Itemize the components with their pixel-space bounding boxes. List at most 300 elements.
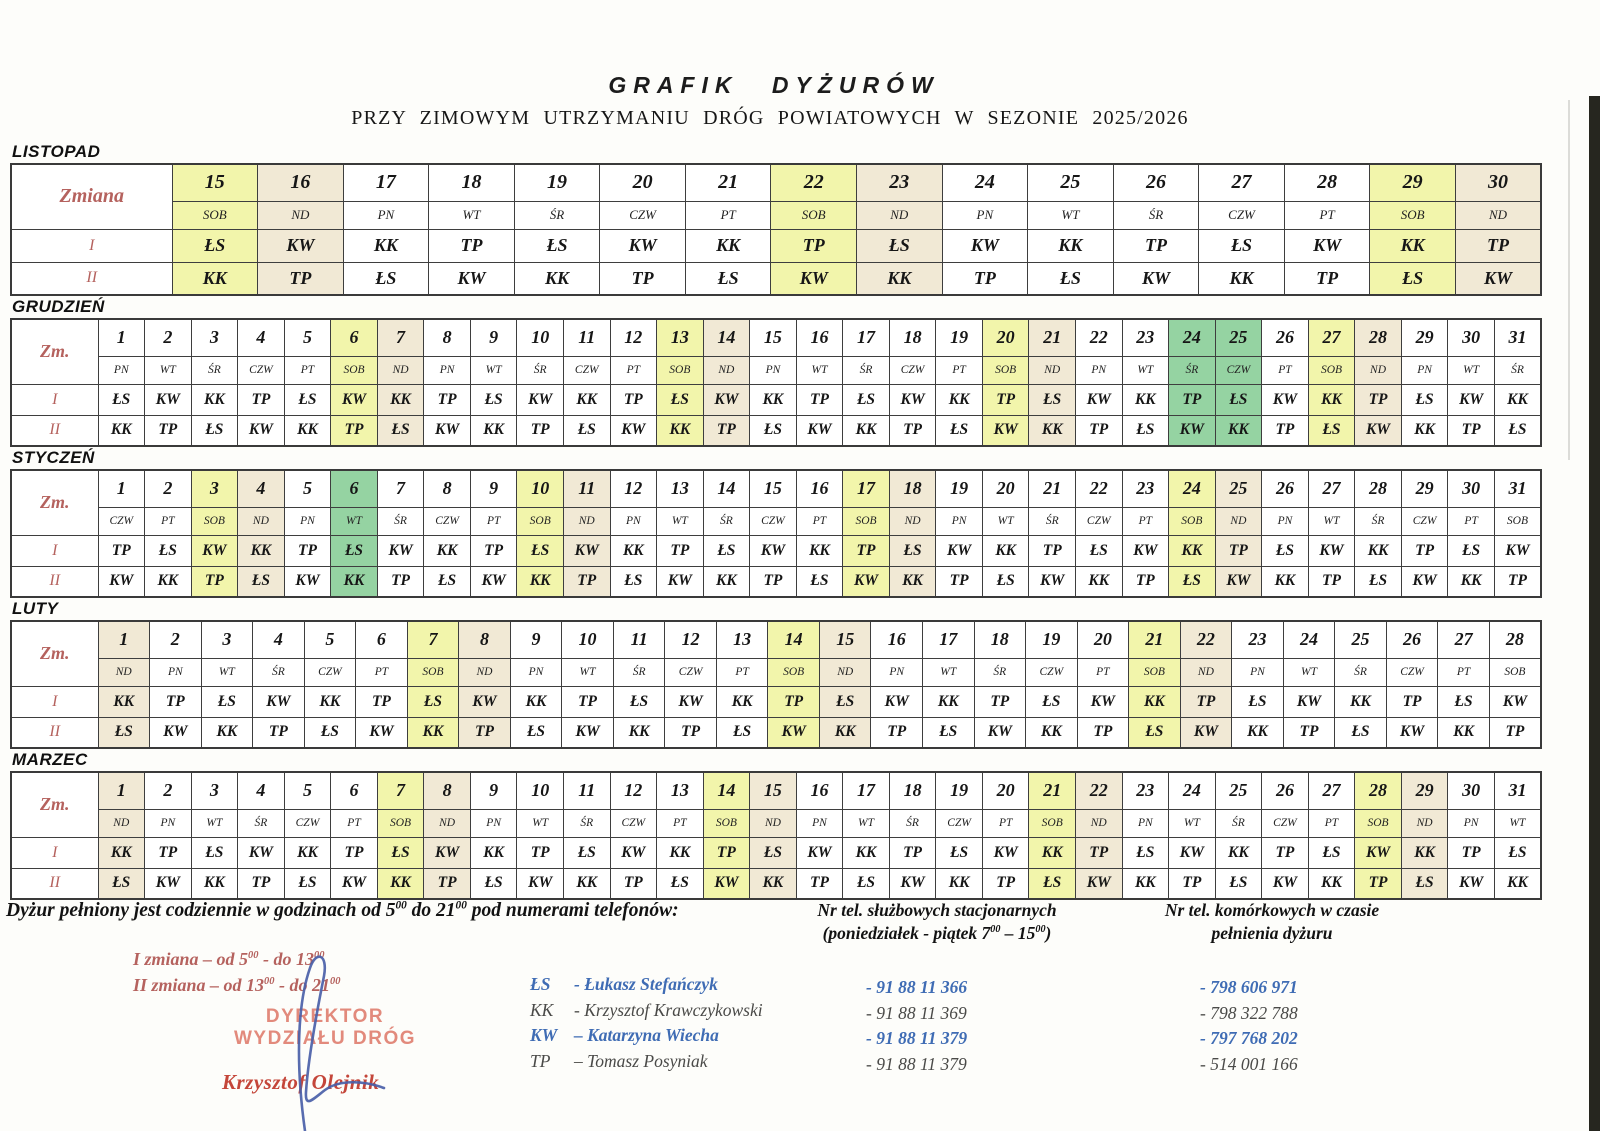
superscript-text: 00: [455, 899, 467, 912]
shift2-duty-cell: KW: [145, 868, 192, 899]
day-number-cell: 4: [253, 621, 305, 658]
shift2-duty-cell: KW: [771, 262, 857, 295]
day-number-cell: 13: [657, 470, 704, 507]
day-number-cell: 21: [685, 164, 771, 201]
shift1-duty-cell: KW: [424, 837, 471, 868]
shift1-duty-cell: KW: [1448, 384, 1495, 415]
weekday-cell: SOB: [1129, 658, 1181, 686]
shift2-duty-cell: ŁS: [982, 566, 1029, 597]
shift2-duty-cell: ŁS: [510, 717, 562, 748]
mobile-numbers-list: [1200, 975, 1298, 1077]
day-number-cell: 28: [1355, 772, 1402, 809]
weekday-cell: CZW: [1262, 809, 1309, 837]
shift2-duty-cell: KW: [562, 717, 614, 748]
weekday-cell: CZW: [610, 809, 657, 837]
day-number-cell: 24: [1169, 319, 1216, 356]
shift2-duty-cell: KW: [1262, 868, 1309, 899]
person-initials: TP: [530, 1050, 551, 1071]
day-number-cell: 14: [703, 772, 750, 809]
shift2-duty-cell: ŁS: [284, 868, 331, 899]
landline-phones-header: [787, 899, 1087, 945]
weekday-cell: WT: [1308, 507, 1355, 535]
day-number-cell: 5: [284, 772, 331, 809]
shift1-duty-cell: KK: [510, 686, 562, 717]
day-number-cell: 15: [750, 470, 797, 507]
weekday-cell: WT: [470, 356, 517, 384]
day-number-cell: 27: [1308, 470, 1355, 507]
shift2-duty-cell: TP: [1448, 415, 1495, 446]
shift2-duty-cell: TP: [1355, 868, 1402, 899]
weekday-cell: PN: [150, 658, 202, 686]
shift2-duty-cell: KW: [1401, 566, 1448, 597]
shift2-duty-cell: KW: [843, 566, 890, 597]
day-number-cell: 3: [191, 319, 238, 356]
day-number-cell: 1: [98, 470, 145, 507]
day-number-cell: 8: [424, 470, 471, 507]
shift2-duty-cell: ŁS: [98, 717, 150, 748]
day-number-cell: 26: [1262, 470, 1309, 507]
weekday-cell: PT: [356, 658, 408, 686]
day-number-cell: 6: [331, 470, 378, 507]
shift2-duty-cell: TP: [1308, 566, 1355, 597]
day-number-cell: 27: [1308, 319, 1355, 356]
shift2-duty-cell: KK: [1075, 566, 1122, 597]
shift1-duty-cell: KW: [1284, 229, 1370, 262]
shift1-duty-cell: KK: [1401, 837, 1448, 868]
day-number-cell: 28: [1284, 164, 1370, 201]
weekday-cell: PN: [510, 658, 562, 686]
shift2-duty-cell: KK: [191, 868, 238, 899]
shift2-duty-cell: TP: [331, 415, 378, 446]
shift2-duty-cell: KW: [98, 566, 145, 597]
text-segment: - do 13: [258, 949, 314, 969]
shift2-row-label: II: [11, 566, 98, 597]
shift1-duty-cell: KK: [1028, 229, 1114, 262]
shift1-duty-cell: TP: [889, 837, 936, 868]
shift1-duty-cell: TP: [331, 837, 378, 868]
weekday-cell: CZW: [304, 658, 356, 686]
weekday-cell: SOB: [1370, 201, 1456, 229]
weekday-cell: ŚR: [191, 356, 238, 384]
shift2-duty-cell: KK: [1262, 566, 1309, 597]
shift1-duty-cell: TP: [771, 229, 857, 262]
weekday-cell: CZW: [284, 809, 331, 837]
initials-legend: [530, 972, 763, 1074]
day-number-cell: 20: [1077, 621, 1129, 658]
shift2-duty-cell: ŁS: [563, 415, 610, 446]
day-number-cell: 18: [974, 621, 1026, 658]
landline-header-line2: [787, 922, 1087, 945]
weekday-cell: ND: [238, 507, 285, 535]
shift2-duty-cell: KW: [1075, 868, 1122, 899]
month-table: [10, 620, 1542, 749]
shift1-duty-cell: TP: [284, 535, 331, 566]
shift2-duty-cell: KK: [563, 868, 610, 899]
weekday-cell: CZW: [563, 356, 610, 384]
day-number-cell: 25: [1335, 621, 1387, 658]
shift1-duty-cell: ŁS: [191, 837, 238, 868]
weekday-cell: SOB: [768, 658, 820, 686]
day-number-cell: 25: [1215, 772, 1262, 809]
day-number-cell: 8: [459, 621, 511, 658]
text-segment: - do 21: [274, 975, 330, 995]
day-number-cell: 6: [356, 621, 408, 658]
shift2-duty-cell: ŁS: [377, 415, 424, 446]
day-number-cell: 15: [819, 621, 871, 658]
day-number-cell: 16: [796, 772, 843, 809]
shift2-duty-cell: KW: [1180, 717, 1232, 748]
shift2-duty-cell: KK: [1494, 868, 1541, 899]
weekday-cell: ŚR: [514, 201, 600, 229]
shift2-duty-cell: TP: [1077, 717, 1129, 748]
shift2-duty-cell: TP: [1489, 717, 1541, 748]
weekday-cell: PN: [284, 507, 331, 535]
weekday-cell: PT: [982, 809, 1029, 837]
day-number-cell: 16: [258, 164, 344, 201]
shift1-duty-cell: ŁS: [857, 229, 943, 262]
day-number-cell: 10: [517, 772, 564, 809]
shift1-duty-cell: TP: [1401, 535, 1448, 566]
weekday-cell: SOB: [982, 356, 1029, 384]
weekday-cell: PN: [610, 507, 657, 535]
mobile-phones-header: [1122, 899, 1422, 945]
shift2-duty-cell: TP: [871, 717, 923, 748]
shift2-row-label: II: [11, 868, 98, 899]
shift2-duty-cell: ŁS: [343, 262, 429, 295]
shift2-duty-cell: ŁS: [1028, 262, 1114, 295]
day-number-cell: 27: [1199, 164, 1285, 201]
shift2-duty-cell: TP: [1075, 415, 1122, 446]
shift1-duty-cell: ŁS: [517, 535, 564, 566]
weekday-cell: SOB: [1308, 356, 1355, 384]
shift1-duty-cell: KK: [1355, 535, 1402, 566]
shift1-duty-cell: KW: [1489, 686, 1541, 717]
weekday-cell: SOB: [1355, 809, 1402, 837]
shift2-duty-cell: TP: [258, 262, 344, 295]
shift1-duty-cell: KK: [377, 384, 424, 415]
weekday-cell: SOB: [331, 356, 378, 384]
shift1-duty-cell: TP: [470, 535, 517, 566]
day-number-cell: 27: [1308, 772, 1355, 809]
shift1-duty-cell: TP: [1448, 837, 1495, 868]
day-number-cell: 11: [563, 772, 610, 809]
weekday-cell: WT: [517, 809, 564, 837]
weekday-cell: PN: [1122, 809, 1169, 837]
day-number-cell: 4: [238, 772, 285, 809]
day-number-cell: 20: [982, 319, 1029, 356]
shift2-duty-cell: KK: [750, 868, 797, 899]
shift2-duty-cell: TP: [459, 717, 511, 748]
legend-row: [530, 998, 763, 1024]
shift1-duty-cell: KK: [98, 837, 145, 868]
shift2-duty-cell: KW: [982, 415, 1029, 446]
day-number-cell: 30: [1448, 470, 1495, 507]
day-number-cell: 18: [429, 164, 515, 201]
shift2-duty-cell: TP: [665, 717, 717, 748]
shift2-duty-cell: KK: [407, 717, 459, 748]
weekday-cell: PT: [1448, 507, 1495, 535]
shift1-duty-cell: KK: [1308, 384, 1355, 415]
weekday-cell: CZW: [600, 201, 686, 229]
shift2-duty-cell: ŁS: [1494, 415, 1541, 446]
weekday-cell: ND: [1075, 809, 1122, 837]
shift2-duty-cell: TP: [253, 717, 305, 748]
shift1-duty-cell: ŁS: [1232, 686, 1284, 717]
weekday-cell: WT: [1169, 809, 1216, 837]
weekday-cell: PT: [1284, 201, 1370, 229]
shift1-duty-cell: ŁS: [936, 837, 983, 868]
shift1-duty-cell: KW: [982, 837, 1029, 868]
day-number-cell: 17: [343, 164, 429, 201]
shift2-duty-cell: KW: [796, 415, 843, 446]
weekday-cell: ŚR: [613, 658, 665, 686]
weekday-cell: PN: [424, 356, 471, 384]
day-number-cell: 7: [407, 621, 459, 658]
weekday-cell: ŚR: [889, 809, 936, 837]
weekday-cell: CZW: [889, 356, 936, 384]
shift1-duty-cell: ŁS: [145, 535, 192, 566]
shift1-duty-cell: KK: [796, 535, 843, 566]
page-subtitle: PRZY ZIMOWYM UTRZYMANIU DRÓG POWIATOWYCH W SEZONIE 2025/2026: [351, 107, 1189, 129]
weekday-cell: CZW: [1215, 356, 1262, 384]
shift1-duty-cell: TP: [424, 384, 471, 415]
shift1-duty-cell: ŁS: [377, 837, 424, 868]
day-number-cell: 9: [470, 772, 517, 809]
day-number-cell: 16: [796, 319, 843, 356]
shift2-duty-cell: ŁS: [1029, 868, 1076, 899]
shift1-duty-cell: KK: [657, 837, 704, 868]
shift1-duty-cell: KK: [685, 229, 771, 262]
shift2-duty-cell: KK: [1199, 262, 1285, 295]
day-number-cell: 25: [1215, 470, 1262, 507]
shift2-duty-cell: TP: [377, 566, 424, 597]
day-number-cell: 26: [1386, 621, 1438, 658]
weekday-cell: ND: [750, 809, 797, 837]
day-number-cell: 13: [716, 621, 768, 658]
shift1-duty-cell: TP: [1029, 535, 1076, 566]
shift1-duty-cell: TP: [1075, 837, 1122, 868]
shift1-duty-cell: KW: [665, 686, 717, 717]
day-number-cell: 15: [750, 772, 797, 809]
shift1-duty-cell: KW: [1122, 535, 1169, 566]
day-number-cell: 15: [172, 164, 258, 201]
weekday-cell: PN: [1448, 809, 1495, 837]
shift2-duty-cell: TP: [424, 868, 471, 899]
shift2-duty-cell: TP: [600, 262, 686, 295]
superscript-text: 00: [395, 899, 407, 912]
month-table: [10, 469, 1542, 598]
day-number-cell: 12: [610, 319, 657, 356]
shift2-duty-cell: TP: [1494, 566, 1541, 597]
shift1-duty-cell: ŁS: [843, 384, 890, 415]
weekday-cell: WT: [201, 658, 253, 686]
shift1-duty-cell: ŁS: [1075, 535, 1122, 566]
day-number-cell: 20: [600, 164, 686, 201]
shift2-duty-cell: ŁS: [1335, 717, 1387, 748]
shift1-duty-cell: KK: [1122, 384, 1169, 415]
shift1-duty-cell: TP: [98, 535, 145, 566]
day-number-cell: 6: [331, 772, 378, 809]
shift2-duty-cell: ŁS: [304, 717, 356, 748]
mobile-number: - 514 001 166: [1200, 1053, 1298, 1074]
shift1-duty-cell: ŁS: [470, 384, 517, 415]
shift1-duty-cell: KK: [982, 535, 1029, 566]
shift1-duty-cell: ŁS: [284, 384, 331, 415]
month-table: [10, 771, 1542, 900]
weekday-cell: ŚR: [1029, 507, 1076, 535]
day-number-cell: 11: [563, 470, 610, 507]
day-number-cell: 18: [889, 319, 936, 356]
shift1-duty-cell: KW: [936, 535, 983, 566]
landline-number: - 91 88 11 379: [866, 1053, 967, 1074]
weekday-cell: ND: [424, 809, 471, 837]
day-number-cell: 3: [201, 621, 253, 658]
day-number-cell: 8: [424, 319, 471, 356]
day-number-cell: 25: [1028, 164, 1114, 201]
day-number-cell: 3: [191, 772, 238, 809]
shift2-duty-cell: KW: [974, 717, 1026, 748]
person-initials: KW: [530, 1025, 558, 1045]
weekday-cell: CZW: [1075, 507, 1122, 535]
weekday-cell: PN: [750, 356, 797, 384]
weekday-cell: PT: [610, 356, 657, 384]
shift1-duty-cell: ŁS: [1026, 686, 1078, 717]
shift1-duty-cell: KW: [1355, 837, 1402, 868]
shift2-duty-cell: ŁS: [1122, 415, 1169, 446]
day-number-cell: 24: [1283, 621, 1335, 658]
shift2-duty-cell: KK: [703, 566, 750, 597]
scan-artifact-line: [1568, 100, 1570, 460]
shift2-duty-cell: TP: [889, 415, 936, 446]
day-number-cell: 5: [304, 621, 356, 658]
month-section: [10, 750, 1544, 900]
shift2-duty-cell: KK: [470, 415, 517, 446]
shift1-duty-cell: TP: [703, 837, 750, 868]
shift2-duty-cell: KW: [1455, 262, 1541, 295]
day-number-cell: 6: [331, 319, 378, 356]
weekday-cell: PN: [470, 809, 517, 837]
shift2-duty-cell: ŁS: [716, 717, 768, 748]
shift1-duty-cell: KK: [563, 384, 610, 415]
duty-hours-note: [6, 900, 679, 922]
shift2-duty-cell: KK: [1438, 717, 1490, 748]
day-number-cell: 26: [1262, 319, 1309, 356]
shift2-duty-cell: KW: [1029, 566, 1076, 597]
month-section: [10, 297, 1544, 447]
weekday-cell: ŚR: [253, 658, 305, 686]
shift2-duty-cell: KW: [703, 868, 750, 899]
shift2-duty-cell: KK: [331, 566, 378, 597]
shift1-duty-cell: TP: [1215, 535, 1262, 566]
person-name: - Łukasz Stefańczyk: [574, 974, 718, 994]
month-section: [10, 599, 1544, 749]
text-segment: ): [1045, 923, 1052, 943]
shift1-duty-cell: ŁS: [1401, 384, 1448, 415]
day-number-cell: 25: [1215, 319, 1262, 356]
superscript-text: 00: [329, 976, 341, 987]
shift2-duty-cell: KK: [936, 868, 983, 899]
pen-signature-scribble: [268, 948, 408, 1131]
weekday-cell: WT: [145, 356, 192, 384]
shift1-duty-cell: ŁS: [98, 384, 145, 415]
day-number-cell: 19: [936, 319, 983, 356]
shift2-duty-cell: ŁS: [470, 868, 517, 899]
weekday-cell: ND: [1455, 201, 1541, 229]
weekday-cell: CZW: [750, 507, 797, 535]
weekday-cell: SOB: [172, 201, 258, 229]
weekday-cell: SOB: [771, 201, 857, 229]
shift2-duty-cell: KW: [1169, 415, 1216, 446]
shift-column-label: Zm.: [11, 319, 98, 384]
day-number-cell: 9: [510, 621, 562, 658]
shift1-duty-cell: TP: [796, 384, 843, 415]
shift1-duty-cell: KW: [1283, 686, 1335, 717]
shift2-duty-cell: ŁS: [936, 415, 983, 446]
weekday-cell: CZW: [238, 356, 285, 384]
weekday-cell: PN: [1075, 356, 1122, 384]
person-name: - Krzysztof Krawczykowski: [574, 999, 763, 1020]
shift2-duty-cell: KW: [238, 415, 285, 446]
landline-number: - 91 88 11 369: [866, 1002, 967, 1023]
shift2-row-label: II: [11, 262, 172, 295]
day-number-cell: 17: [843, 319, 890, 356]
day-number-cell: 19: [936, 772, 983, 809]
shift2-duty-cell: KK: [1029, 415, 1076, 446]
day-number-cell: 7: [377, 470, 424, 507]
weekday-cell: ND: [377, 356, 424, 384]
shift2-duty-cell: KW: [1113, 262, 1199, 295]
day-number-cell: 1: [98, 772, 145, 809]
shift2-duty-cell: KW: [1215, 566, 1262, 597]
month-section: [10, 142, 1544, 296]
weekday-cell: ŚR: [517, 356, 564, 384]
shift2-duty-cell: ŁS: [610, 566, 657, 597]
weekday-cell: ND: [819, 658, 871, 686]
shift1-duty-cell: KW: [871, 686, 923, 717]
shift1-duty-cell: KW: [942, 229, 1028, 262]
shift2-duty-cell: KW: [284, 566, 331, 597]
weekday-cell: ŚR: [1215, 809, 1262, 837]
weekday-cell: WT: [657, 507, 704, 535]
shift1-duty-cell: TP: [1180, 686, 1232, 717]
day-number-cell: 17: [843, 470, 890, 507]
shift2-duty-cell: TP: [1169, 868, 1216, 899]
weekday-cell: ŚR: [1494, 356, 1541, 384]
weekday-cell: WT: [843, 809, 890, 837]
shift2-duty-cell: TP: [238, 868, 285, 899]
shift1-duty-cell: ŁS: [1308, 837, 1355, 868]
shift1-duty-cell: KW: [796, 837, 843, 868]
weekday-cell: PT: [145, 507, 192, 535]
day-number-cell: 1: [98, 621, 150, 658]
shift1-duty-cell: ŁS: [172, 229, 258, 262]
mobile-header-line2: pełnienia dyżuru: [1211, 923, 1333, 943]
weekday-cell: ŚR: [1355, 507, 1402, 535]
text-segment: I zmiana – od 5: [133, 949, 249, 969]
day-number-cell: 28: [1489, 621, 1541, 658]
shift2-duty-cell: KK: [889, 566, 936, 597]
weekday-cell: ŚR: [703, 507, 750, 535]
shift1-duty-cell: KK: [610, 535, 657, 566]
day-number-cell: 2: [145, 319, 192, 356]
shift2-duty-cell: TP: [750, 566, 797, 597]
weekday-cell: ND: [703, 356, 750, 384]
shift2-duty-cell: ŁS: [424, 566, 471, 597]
day-number-cell: 10: [517, 470, 564, 507]
shift2-duty-cell: KK: [284, 415, 331, 446]
shift1-duty-cell: KW: [377, 535, 424, 566]
shift1-duty-cell: KK: [843, 837, 890, 868]
